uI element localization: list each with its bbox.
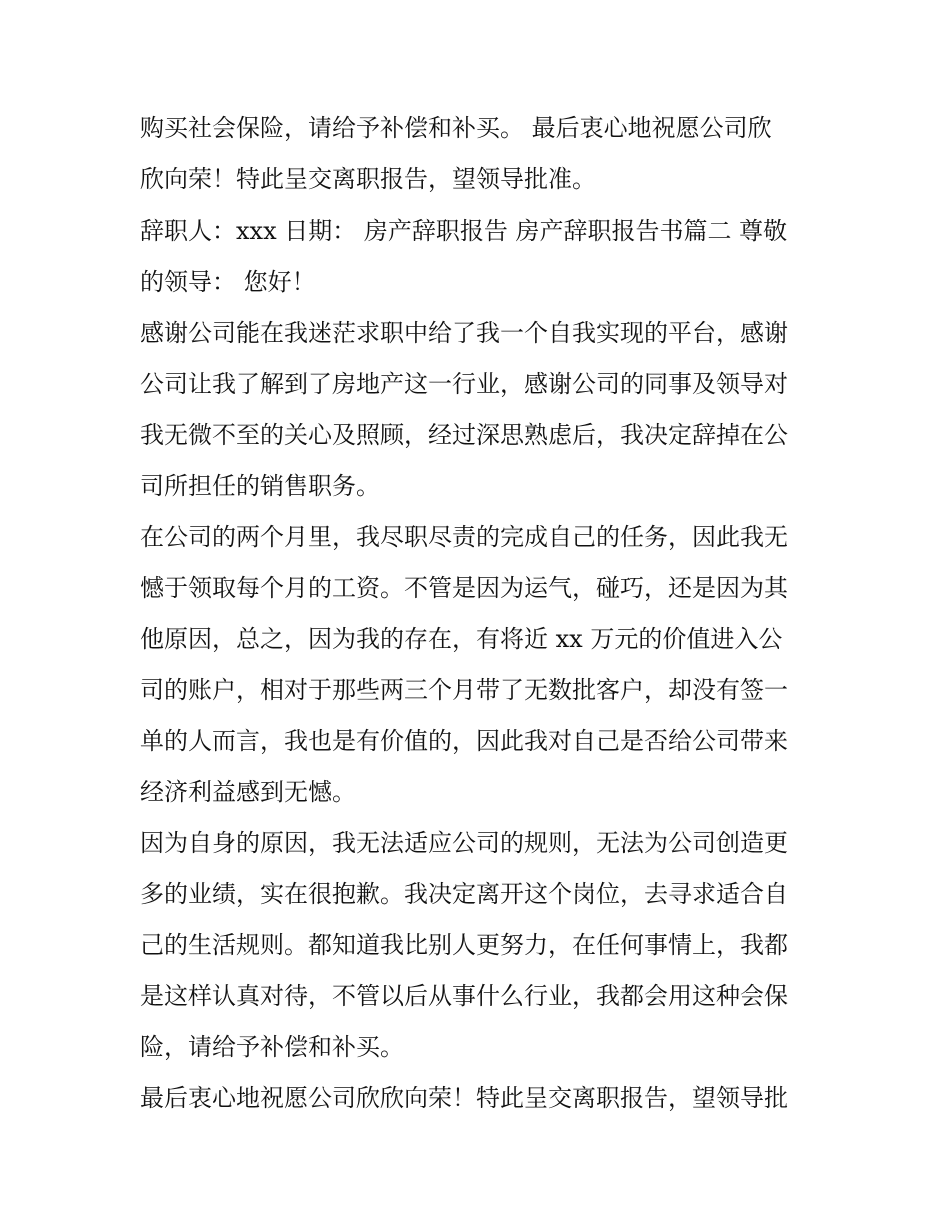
text-line: 己的生活规则。都知道我比别人更努力，在任何事情上，我都 (140, 931, 788, 959)
text-line: 司的账户，相对于那些两三个月带了无数批客户，却没有签一 (140, 676, 788, 704)
text-line: 辞职人：xxx 日期： 房产辞职报告 房产辞职报告书篇二 尊敬 (140, 217, 788, 245)
text-line: 单的人而言，我也是有价值的，因此我对自己是否给公司带来 (140, 727, 788, 755)
text-line: 司所担任的销售职务。 (140, 472, 380, 500)
text-line: 险，请给予补偿和补买。 (140, 1033, 404, 1061)
text-line: 憾于领取每个月的工资。不管是因为运气，碰巧，还是因为其 (140, 574, 788, 602)
text-line: 多的业绩，实在很抱歉。我决定离开这个岗位，去寻求适合自 (140, 880, 788, 908)
text-line: 是这样认真对待，不管以后从事什么行业，我都会用这种会保 (140, 982, 788, 1010)
text-line: 最后衷心地祝愿公司欣欣向荣！特此呈交离职报告，望领导批 (140, 1084, 788, 1112)
text-line: 欣向荣！特此呈交离职报告，望领导批准。 (140, 165, 596, 193)
text-line: 因为自身的原因，我无法适应公司的规则，无法为公司创造更 (140, 829, 788, 857)
text-line: 他原因，总之，因为我的存在，有将近 xx 万元的价值进入公 (140, 625, 783, 653)
text-line: 感谢公司能在我迷茫求职中给了我一个自我实现的平台，感谢 (140, 319, 788, 347)
text-line: 的领导： 您好！ (140, 268, 316, 296)
text-line: 我无微不至的关心及照顾，经过深思熟虑后，我决定辞掉在公 (140, 421, 788, 449)
text-line: 购买社会保险，请给予补偿和补买。 最后衷心地祝愿公司欣 (140, 114, 772, 142)
text-line: 公司让我了解到了房地产这一行业，感谢公司的同事及领导对 (140, 370, 788, 398)
text-line: 经济利益感到无憾。 (140, 778, 356, 806)
text-line: 在公司的两个月里，我尽职尽责的完成自己的任务，因此我无 (140, 523, 788, 551)
